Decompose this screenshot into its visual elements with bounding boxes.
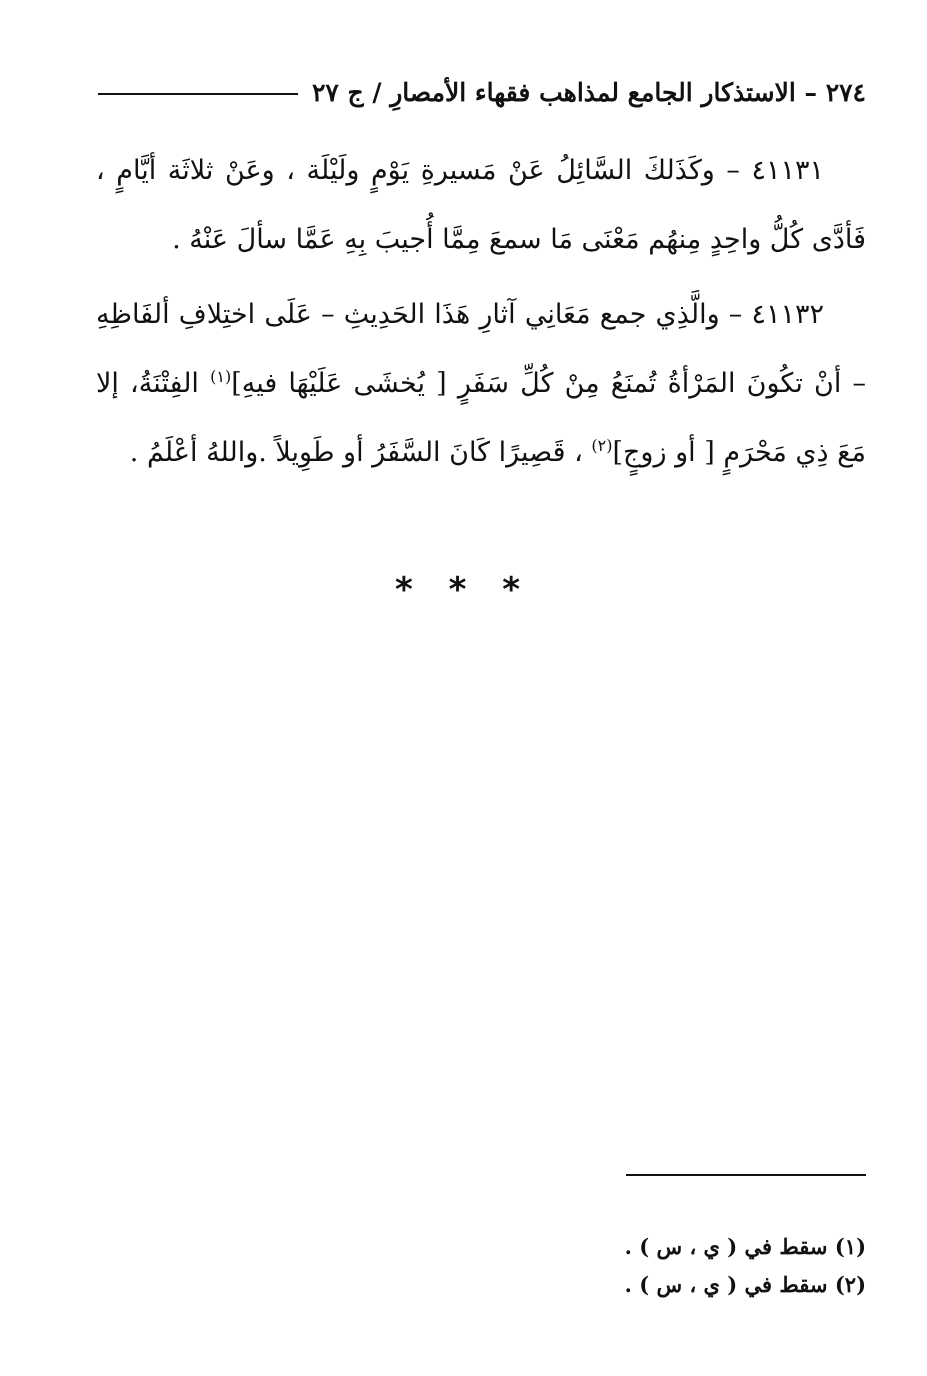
paragraph-41132 <box>96 280 866 487</box>
running-header-title: ٢٧٤ – الاستذكار الجامع لمذاهب فقهاء الأمصارِ / ج ٢٧ <box>311 77 866 107</box>
main-text <box>96 136 866 493</box>
paragraph-text-part-a: ٤١١٣٢ – والَّذِي جمع مَعَانِي آثارِ هَذَا الحَدِيثِ – عَلَى اختِلافِ ألفَاظِهِ – أنْ تكُونَ المَرْأةُ تُمنَعُ مِنْ كُلِّ سَفَرٍ [ يُخشَى عَلَيْهَا فيهِ] <box>96 299 866 399</box>
footnotes <box>500 1228 866 1304</box>
footnote-ref-1: (١) <box>210 367 232 386</box>
paragraph-text: ٤١١٣١ – وكَذَلكَ السَّائِلُ عَنْ مَسيرةِ يَوْمٍ ولَيْلَة ، وعَنْ ثلاثَة أيَّامٍ ، فَأدَّى كُلُّ واحِدٍ مِنهُم مَعْنَى مَا سمعَ مِمَّا أُجيبَ بِهِ عَمَّا سألَ عَنْهُ . <box>96 155 866 255</box>
paragraph-41131 <box>96 136 866 274</box>
paragraph-text-part-c: ، قَصِيرًا كَانَ السَّفَرُ أو طَوِيلاً .واللهُ أعْلَمُ . <box>129 437 592 468</box>
page-header <box>98 72 866 112</box>
footnote-1: (١) سقط في ( ي ، س ) . <box>624 1234 866 1259</box>
footnote-rule <box>626 1174 866 1176</box>
header-rule <box>98 93 298 95</box>
footnote-2: (٢) سقط في ( ي ، س ) . <box>624 1272 866 1297</box>
section-separator: * * * <box>394 570 532 610</box>
footnote-ref-2: (٢) <box>591 436 613 455</box>
paragraph-text-part-b: الفِتْنَةُ، إلا مَعَ ذِي مَحْرَمٍ [ أو زوجٍ] <box>96 368 866 468</box>
